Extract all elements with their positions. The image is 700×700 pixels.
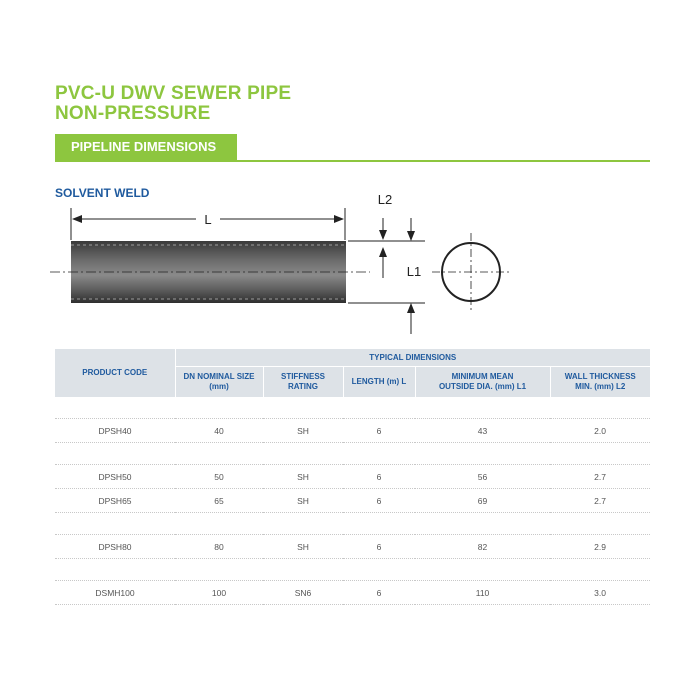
col-stiffness-rating: STIFFNESS RATING [263,367,343,398]
cell-code: DSMH100 [55,581,175,605]
cell-dn: 40 [175,419,263,443]
col-product-code: PRODUCT CODE [55,349,175,397]
pipe-diagram [0,190,700,340]
cell-wall: 2.9 [550,535,650,559]
cell-od: 69 [415,489,550,513]
cell-code: DPSH80 [55,535,175,559]
cell-od: 82 [415,535,550,559]
diameter-dimension [407,218,421,334]
cell-length: 6 [343,419,415,443]
cell-stiffness: SH [263,419,343,443]
diameter-label: L1 [406,264,422,279]
cell-wall: 2.0 [550,419,650,443]
cell-od: 56 [415,465,550,489]
col-dn-nominal-size: DN NOMINAL SIZE (mm) [175,367,263,398]
cell-stiffness: SN6 [263,581,343,605]
cell-dn: 80 [175,535,263,559]
cell-wall: 2.7 [550,465,650,489]
length-dimension [71,208,345,240]
dimensions-table [55,349,650,605]
table-row [55,489,650,513]
table-row-blank [55,559,650,581]
title-line-2: NON-PRESSURE [55,103,211,124]
cell-length: 6 [343,581,415,605]
cell-dn: 65 [175,489,263,513]
cell-wall: 3.0 [550,581,650,605]
cell-code: DPSH65 [55,489,175,513]
table-row-blank [55,443,650,465]
title-line-1: PVC-U DWV SEWER PIPE [55,83,292,104]
cell-length: 6 [343,465,415,489]
cell-code: DPSH50 [55,465,175,489]
wall-label: L2 [377,192,393,207]
cell-dn: 50 [175,465,263,489]
cell-stiffness: SH [263,489,343,513]
section-title: PIPELINE DIMENSIONS [55,134,237,160]
cell-wall: 2.7 [550,489,650,513]
pipe-cross-section [432,233,510,312]
cell-stiffness: SH [263,465,343,489]
wall-dimension [348,192,425,303]
col-length: LENGTH (m) L [343,367,415,398]
table-row [55,581,650,605]
typical-dimensions-header: TYPICAL DIMENSIONS [175,349,650,367]
table-row-blank [55,513,650,535]
cell-length: 6 [343,535,415,559]
subhead-solvent-weld: SOLVENT WELD [55,186,150,200]
cell-od: 110 [415,581,550,605]
cell-od: 43 [415,419,550,443]
col-wall-thickness: WALL THICKNESS MIN. (mm) L2 [550,367,650,398]
length-label: L [204,212,212,227]
cell-length: 6 [343,489,415,513]
table-row-blank [55,397,650,419]
cell-code: DPSH40 [55,419,175,443]
cell-dn: 100 [175,581,263,605]
section-bar [55,134,650,162]
cell-stiffness: SH [263,535,343,559]
table-row [55,465,650,489]
table-row [55,419,650,443]
page-title [55,84,291,124]
col-outside-diameter: MINIMUM MEAN OUTSIDE DIA. (mm) L1 [415,367,550,398]
table-row [55,535,650,559]
